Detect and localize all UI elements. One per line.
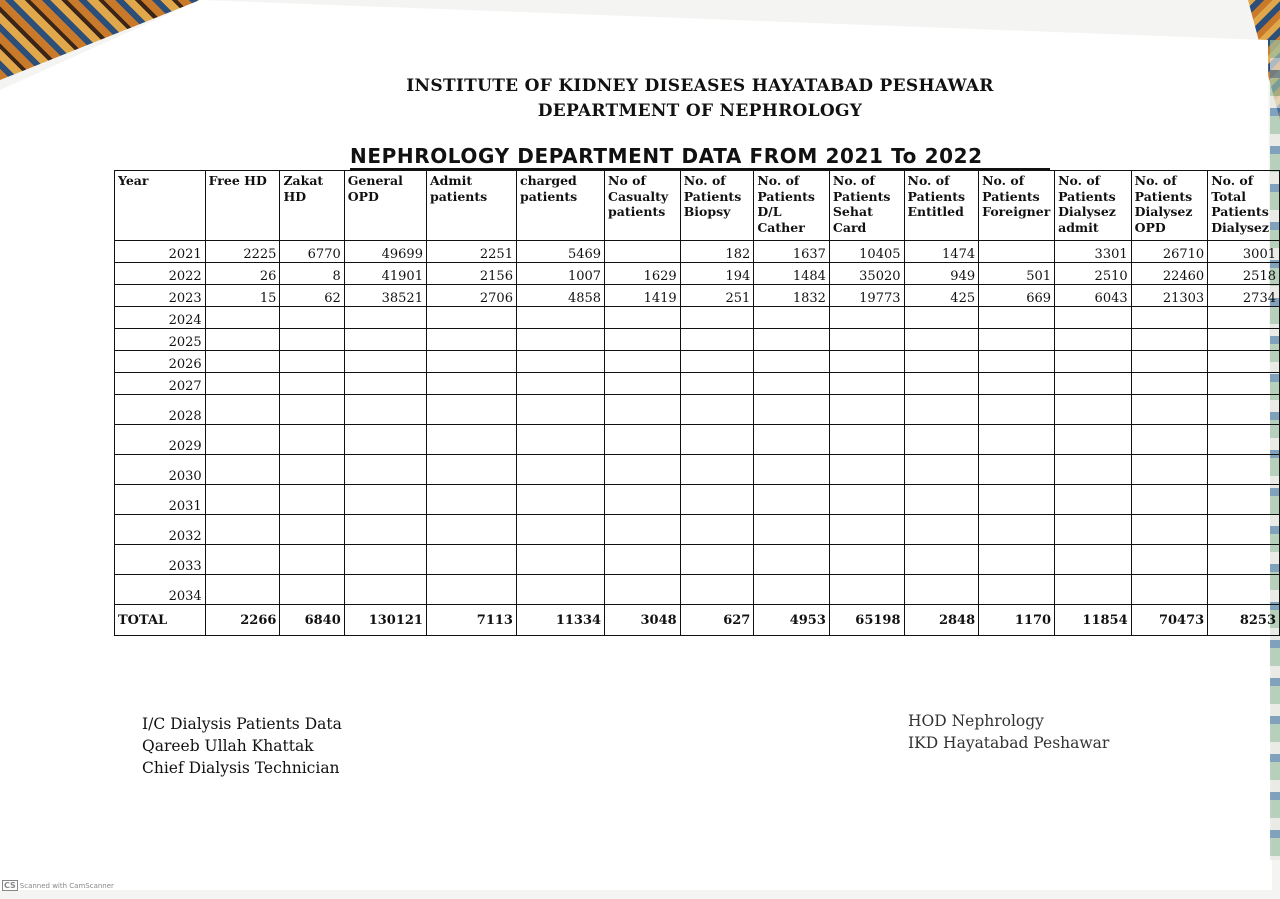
data-cell: 5469: [516, 241, 604, 263]
table-body: [115, 241, 1280, 636]
data-cell: [1055, 307, 1132, 329]
data-cell: [979, 425, 1055, 455]
data-cell: [1055, 425, 1132, 455]
data-cell: [1055, 373, 1132, 395]
data-cell: [979, 575, 1055, 605]
data-cell: [426, 545, 516, 575]
data-cell: [1208, 485, 1280, 515]
table-row: [115, 373, 1280, 395]
data-cell: [605, 425, 681, 455]
data-cell: [605, 455, 681, 485]
data-cell: [754, 307, 830, 329]
data-cell: [1208, 575, 1280, 605]
data-cell: [516, 395, 604, 425]
table-row: [115, 515, 1280, 545]
data-cell: [1131, 515, 1208, 545]
data-cell: 2225: [205, 241, 280, 263]
data-cell: [205, 485, 280, 515]
data-cell: [979, 373, 1055, 395]
column-header: No. of Total Patients Dialysez: [1208, 171, 1280, 241]
institute-name: INSTITUTE OF KIDNEY DISEASES HAYATABAD PESHAWAR: [406, 76, 994, 96]
column-header: No. of Patients D/L Cather: [754, 171, 830, 241]
table-row: [115, 263, 1280, 285]
total-cell: 130121: [344, 605, 426, 636]
data-cell: [904, 545, 979, 575]
total-cell: 2266: [205, 605, 280, 636]
data-cell: [426, 329, 516, 351]
data-cell: [426, 373, 516, 395]
data-cell: 2156: [426, 263, 516, 285]
data-cell: [979, 395, 1055, 425]
table-row: [115, 329, 1280, 351]
data-cell: [1131, 425, 1208, 455]
data-cell: [426, 395, 516, 425]
data-cell: [1055, 455, 1132, 485]
data-cell: 182: [680, 241, 754, 263]
data-cell: [280, 545, 344, 575]
data-cell: [605, 575, 681, 605]
data-cell: [280, 455, 344, 485]
data-cell: 425: [904, 285, 979, 307]
data-cell: [829, 351, 904, 373]
data-cell: [680, 575, 754, 605]
column-header: No. of Patients Foreigner: [979, 171, 1055, 241]
data-cell: [280, 425, 344, 455]
data-cell: [1055, 575, 1132, 605]
data-cell: 4858: [516, 285, 604, 307]
data-cell: [344, 515, 426, 545]
table-row: [115, 395, 1280, 425]
column-header: Zakat HD: [280, 171, 344, 241]
data-cell: [344, 455, 426, 485]
data-cell: [979, 455, 1055, 485]
data-cell: 2510: [1055, 263, 1132, 285]
data-cell: [280, 575, 344, 605]
data-cell: [904, 455, 979, 485]
data-cell: [754, 485, 830, 515]
data-cell: [829, 329, 904, 351]
data-cell: [904, 373, 979, 395]
data-cell: [1055, 395, 1132, 425]
data-cell: [829, 307, 904, 329]
footer-left-line-2: Qareeb Ullah Khattak: [142, 737, 314, 755]
data-cell: [205, 395, 280, 425]
total-cell: 8253: [1208, 605, 1280, 636]
data-cell: 669: [979, 285, 1055, 307]
year-cell: 2026: [115, 351, 206, 373]
table-row: [115, 575, 1280, 605]
year-cell: 2025: [115, 329, 206, 351]
data-cell: [680, 395, 754, 425]
data-cell: [344, 329, 426, 351]
data-cell: 1832: [754, 285, 830, 307]
data-cell: [280, 351, 344, 373]
table-row: [115, 455, 1280, 485]
data-cell: 1419: [605, 285, 681, 307]
data-cell: [979, 545, 1055, 575]
data-cell: [1131, 307, 1208, 329]
table-row: [115, 351, 1280, 373]
data-cell: [426, 575, 516, 605]
data-cell: [829, 575, 904, 605]
data-cell: [280, 485, 344, 515]
data-cell: [426, 351, 516, 373]
data-cell: 1637: [754, 241, 830, 263]
data-cell: [1055, 515, 1132, 545]
data-cell: [1208, 351, 1280, 373]
data-cell: [205, 351, 280, 373]
data-cell: 35020: [829, 263, 904, 285]
data-cell: [205, 373, 280, 395]
data-cell: [979, 307, 1055, 329]
data-cell: [904, 329, 979, 351]
document-title: NEPHROLOGY DEPARTMENT DATA FROM 2021 To 2022: [350, 144, 1050, 170]
column-header: No of Casualty patients: [605, 171, 681, 241]
total-label: TOTAL: [115, 605, 206, 636]
data-cell: 62: [280, 285, 344, 307]
total-cell: 3048: [605, 605, 681, 636]
data-cell: [829, 395, 904, 425]
data-cell: [426, 515, 516, 545]
data-cell: 26710: [1131, 241, 1208, 263]
data-cell: [979, 485, 1055, 515]
data-cell: [205, 307, 280, 329]
footer-right-line-1: HOD Nephrology: [908, 712, 1044, 730]
year-cell: 2034: [115, 575, 206, 605]
data-cell: 1474: [904, 241, 979, 263]
table-row: [115, 425, 1280, 455]
data-cell: [1131, 395, 1208, 425]
data-cell: 2734: [1208, 285, 1280, 307]
data-cell: [754, 515, 830, 545]
data-cell: [205, 545, 280, 575]
total-cell: 11334: [516, 605, 604, 636]
data-cell: [1208, 395, 1280, 425]
column-header: General OPD: [344, 171, 426, 241]
data-cell: [205, 425, 280, 455]
data-cell: [516, 351, 604, 373]
column-header: Year: [115, 171, 206, 241]
year-cell: 2031: [115, 485, 206, 515]
data-cell: [1131, 329, 1208, 351]
data-cell: [426, 485, 516, 515]
column-header: Admit patients: [426, 171, 516, 241]
year-cell: 2030: [115, 455, 206, 485]
data-cell: [754, 395, 830, 425]
data-cell: [829, 373, 904, 395]
data-cell: [904, 395, 979, 425]
data-cell: 1007: [516, 263, 604, 285]
year-cell: 2028: [115, 395, 206, 425]
data-cell: 2518: [1208, 263, 1280, 285]
data-cell: [426, 425, 516, 455]
year-cell: 2029: [115, 425, 206, 455]
data-cell: [344, 395, 426, 425]
data-cell: [979, 351, 1055, 373]
year-cell: 2027: [115, 373, 206, 395]
data-cell: [205, 455, 280, 485]
data-cell: [605, 351, 681, 373]
data-cell: [829, 545, 904, 575]
data-cell: [754, 455, 830, 485]
total-cell: 70473: [1131, 605, 1208, 636]
column-header: No. of Patients Entitled: [904, 171, 979, 241]
data-cell: [280, 395, 344, 425]
data-cell: 2706: [426, 285, 516, 307]
data-cell: [344, 307, 426, 329]
data-cell: [904, 575, 979, 605]
data-cell: 21303: [1131, 285, 1208, 307]
data-cell: [605, 373, 681, 395]
data-cell: [205, 575, 280, 605]
table-row: [115, 545, 1280, 575]
data-cell: [605, 307, 681, 329]
data-cell: [680, 425, 754, 455]
column-header: No. of Patients Dialysez admit: [1055, 171, 1132, 241]
data-cell: [1131, 545, 1208, 575]
data-cell: [754, 373, 830, 395]
footer-right-line-2: IKD Hayatabad Peshawar: [908, 734, 1110, 752]
signature-block-right: [908, 710, 1109, 754]
data-cell: [754, 425, 830, 455]
data-cell: [979, 241, 1055, 263]
data-cell: [1208, 329, 1280, 351]
data-cell: [904, 425, 979, 455]
data-cell: 26: [205, 263, 280, 285]
data-cell: 1484: [754, 263, 830, 285]
data-cell: [754, 351, 830, 373]
total-cell: 6840: [280, 605, 344, 636]
data-cell: [1055, 545, 1132, 575]
data-cell: [426, 455, 516, 485]
column-header: charged patients: [516, 171, 604, 241]
data-cell: [680, 329, 754, 351]
data-cell: [516, 373, 604, 395]
data-cell: [1208, 515, 1280, 545]
document-header: [300, 74, 1100, 124]
data-cell: [344, 575, 426, 605]
data-cell: [344, 485, 426, 515]
data-cell: [1055, 485, 1132, 515]
data-cell: [829, 485, 904, 515]
table-row: [115, 285, 1280, 307]
data-cell: [979, 329, 1055, 351]
data-cell: [680, 373, 754, 395]
data-cell: [979, 515, 1055, 545]
data-cell: [680, 485, 754, 515]
year-cell: 2032: [115, 515, 206, 545]
data-cell: [904, 515, 979, 545]
scanner-logo: CS: [4, 881, 16, 890]
total-cell: 11854: [1055, 605, 1132, 636]
year-cell: 2022: [115, 263, 206, 285]
footer-left-line-1: I/C Dialysis Patients Data: [142, 715, 342, 733]
data-cell: [344, 425, 426, 455]
data-cell: 10405: [829, 241, 904, 263]
data-cell: 194: [680, 263, 754, 285]
data-cell: [1208, 455, 1280, 485]
data-cell: [680, 515, 754, 545]
total-cell: 4953: [754, 605, 830, 636]
scanner-text: Scanned with CamScanner: [19, 882, 114, 890]
column-header: No. of Patients Biopsy: [680, 171, 754, 241]
data-cell: [1208, 373, 1280, 395]
column-header: No. of Patients Dialysez OPD: [1131, 171, 1208, 241]
signature-block-left: [142, 713, 342, 779]
data-cell: [1131, 373, 1208, 395]
data-cell: [516, 425, 604, 455]
data-cell: [516, 515, 604, 545]
data-cell: 6043: [1055, 285, 1132, 307]
data-cell: [344, 351, 426, 373]
data-cell: 41901: [344, 263, 426, 285]
data-cell: 501: [979, 263, 1055, 285]
data-cell: [754, 545, 830, 575]
data-cell: [516, 575, 604, 605]
data-cell: [605, 515, 681, 545]
total-cell: 2848: [904, 605, 979, 636]
data-cell: [904, 307, 979, 329]
data-cell: [605, 329, 681, 351]
data-cell: 3001: [1208, 241, 1280, 263]
data-cell: [680, 455, 754, 485]
data-cell: [680, 545, 754, 575]
data-cell: [1208, 307, 1280, 329]
table-row: [115, 307, 1280, 329]
data-cell: [344, 373, 426, 395]
data-cell: 2251: [426, 241, 516, 263]
total-cell: 627: [680, 605, 754, 636]
data-cell: [605, 241, 681, 263]
data-cell: [280, 329, 344, 351]
total-cell: 7113: [426, 605, 516, 636]
data-cell: [280, 307, 344, 329]
footer-left-line-3: Chief Dialysis Technician: [142, 759, 340, 777]
table-row: [115, 241, 1280, 263]
data-cell: [754, 329, 830, 351]
data-cell: 49699: [344, 241, 426, 263]
total-cell: 65198: [829, 605, 904, 636]
data-cell: 949: [904, 263, 979, 285]
data-cell: [205, 515, 280, 545]
total-cell: 1170: [979, 605, 1055, 636]
data-cell: [680, 307, 754, 329]
scanner-watermark: [2, 880, 114, 891]
data-cell: 38521: [344, 285, 426, 307]
table-row: [115, 485, 1280, 515]
data-cell: [426, 307, 516, 329]
data-cell: [1208, 425, 1280, 455]
data-cell: 22460: [1131, 263, 1208, 285]
data-cell: [904, 485, 979, 515]
data-cell: [280, 515, 344, 545]
data-cell: [680, 351, 754, 373]
total-row: [115, 605, 1280, 636]
table-header-row: [115, 171, 1280, 241]
data-cell: [829, 515, 904, 545]
data-cell: [605, 395, 681, 425]
data-cell: [516, 329, 604, 351]
year-cell: 2023: [115, 285, 206, 307]
year-cell: 2021: [115, 241, 206, 263]
column-header: No. of Patients Sehat Card: [829, 171, 904, 241]
year-cell: 2033: [115, 545, 206, 575]
data-cell: 8: [280, 263, 344, 285]
data-cell: [1055, 351, 1132, 373]
data-cell: 6770: [280, 241, 344, 263]
data-cell: [205, 329, 280, 351]
data-cell: [280, 373, 344, 395]
data-cell: [516, 307, 604, 329]
data-cell: [1131, 575, 1208, 605]
data-cell: [1131, 485, 1208, 515]
data-cell: [1131, 455, 1208, 485]
data-cell: 3301: [1055, 241, 1132, 263]
data-cell: [516, 545, 604, 575]
data-cell: [516, 485, 604, 515]
data-cell: [904, 351, 979, 373]
data-cell: 19773: [829, 285, 904, 307]
data-cell: [829, 455, 904, 485]
data-cell: [1055, 329, 1132, 351]
data-cell: [516, 455, 604, 485]
data-cell: 251: [680, 285, 754, 307]
data-cell: 15: [205, 285, 280, 307]
data-cell: [829, 425, 904, 455]
data-cell: [754, 575, 830, 605]
data-cell: [344, 545, 426, 575]
column-header: Free HD: [205, 171, 280, 241]
year-cell: 2024: [115, 307, 206, 329]
data-cell: [1131, 351, 1208, 373]
data-cell: 1629: [605, 263, 681, 285]
data-cell: [1208, 545, 1280, 575]
department-name: DEPARTMENT OF NEPHROLOGY: [537, 101, 863, 121]
data-cell: [605, 485, 681, 515]
data-cell: [605, 545, 681, 575]
nephrology-data-table: [114, 170, 1280, 636]
